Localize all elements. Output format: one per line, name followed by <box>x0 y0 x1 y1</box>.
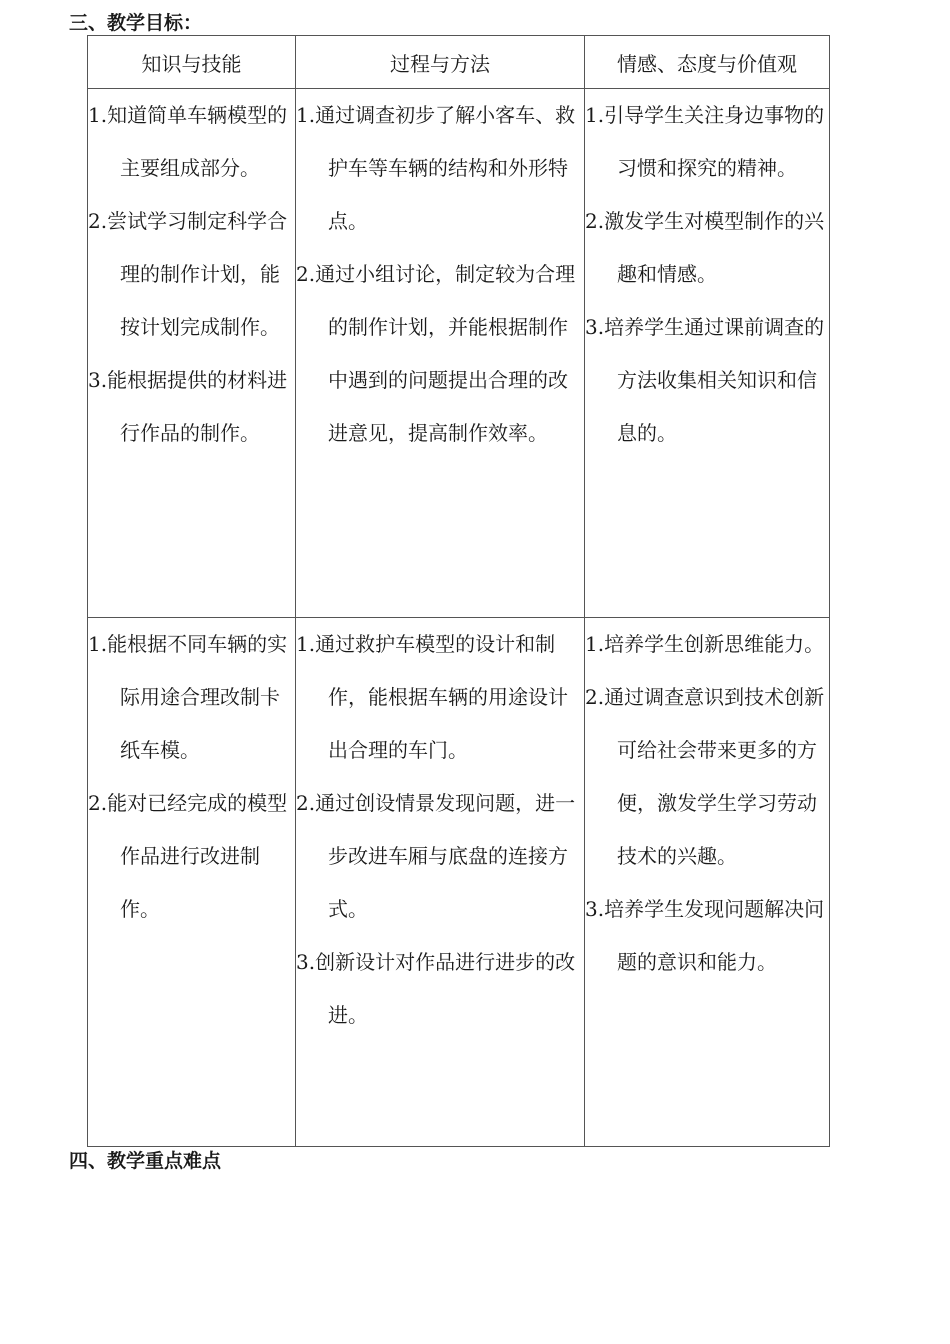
table-row <box>88 89 830 618</box>
list-item: 3.培养学生发现问题解决问题的意识和能力。 <box>585 897 825 974</box>
cell-attitude <box>585 618 830 1147</box>
list-item: 1.培养学生创新思维能力。 <box>585 632 825 656</box>
header-emotion-attitude-values: 情感、态度与价值观 <box>585 36 830 89</box>
list-item: 2.激发学生对模型制作的兴趣和情感。 <box>585 209 825 286</box>
list-item: 1.引导学生关注身边事物的习惯和探究的精神。 <box>585 103 825 180</box>
list-item: 3.培养学生通过课前调查的方法收集相关知识和信息的。 <box>585 315 825 445</box>
list-item: 2.通过创设情景发现问题，进一步改进车厢与底盘的连接方式。 <box>296 791 576 921</box>
teaching-goals-table <box>87 35 830 1147</box>
list-item: 3.能根据提供的材料进行作品的制作。 <box>88 368 288 445</box>
list-item: 1.通过调查初步了解小客车、救护车等车辆的结构和外形特点。 <box>296 103 576 233</box>
section-heading-teaching-goals: 三、教学目标： <box>69 12 203 34</box>
cell-process <box>296 618 585 1147</box>
cell-knowledge <box>88 618 296 1147</box>
cell-process <box>296 89 585 618</box>
cell-knowledge <box>88 89 296 618</box>
table-header-row <box>88 36 830 89</box>
list-item: 2.通过调查意识到技术创新可给社会带来更多的方便，激发学生学习劳动技术的兴趣。 <box>585 685 825 868</box>
section-heading-key-difficult-points: 四、教学重点难点 <box>69 1150 222 1172</box>
list-item: 1.知道简单车辆模型的主要组成部分。 <box>88 103 288 180</box>
header-process-methods: 过程与方法 <box>296 36 585 89</box>
list-item: 2.通过小组讨论，制定较为合理的制作计划，并能根据制作中遇到的问题提出合理的改进意见，提高制作效率。 <box>296 262 576 445</box>
header-knowledge-skills: 知识与技能 <box>88 36 296 89</box>
list-item: 1.能根据不同车辆的实际用途合理改制卡纸车模。 <box>88 632 288 762</box>
list-item: 2.尝试学习制定科学合理的制作计划，能按计划完成制作。 <box>88 209 288 339</box>
list-item: 3.创新设计对作品进行进步的改进。 <box>296 950 576 1027</box>
table-row <box>88 618 830 1147</box>
list-item: 1.通过救护车模型的设计和制作，能根据车辆的用途设计出合理的车门。 <box>296 632 568 762</box>
cell-attitude <box>585 89 830 618</box>
list-item: 2.能对已经完成的模型作品进行改进制作。 <box>88 791 288 921</box>
